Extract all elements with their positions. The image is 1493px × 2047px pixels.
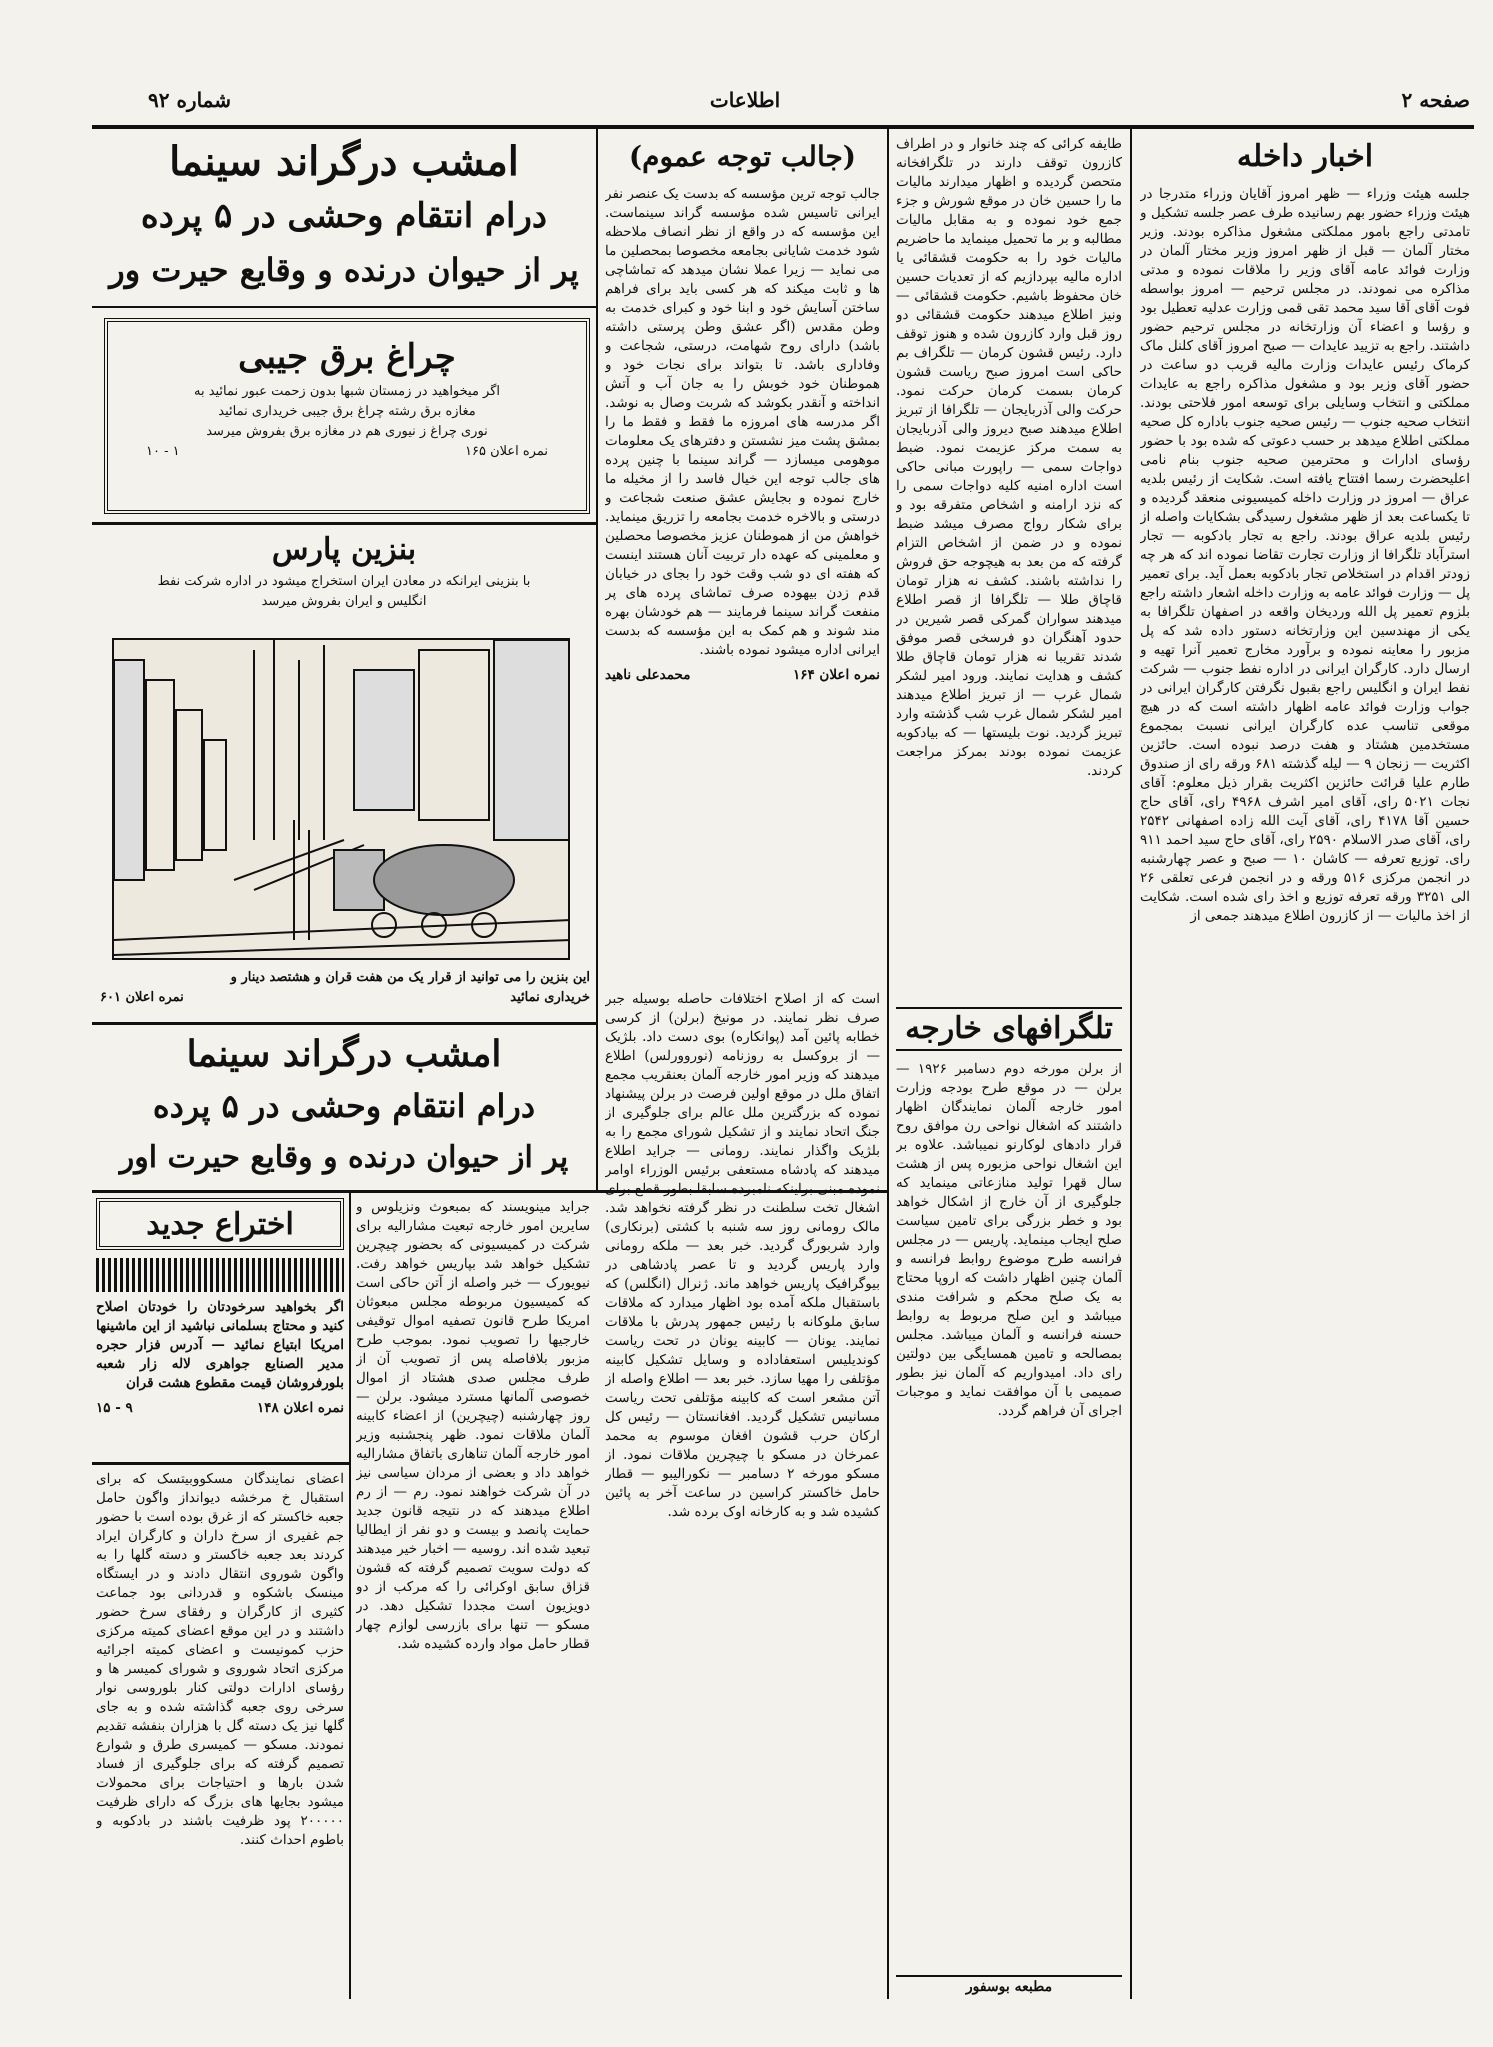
cinema-ad-top-line3: پر از حیوان درنده و وقایع حیرت ور	[109, 251, 579, 289]
header-rule	[92, 125, 1474, 129]
refinery-drawing	[114, 640, 570, 960]
pocket-lamp-ad	[104, 318, 590, 514]
cinema-ad-top	[96, 135, 592, 305]
public-interest-title: (جالب توجه عموم)	[628, 140, 857, 173]
pocket-lamp-ad-count: ۱ - ۱۰	[146, 444, 180, 459]
cinema-ad-top-line2: درام انتقام وحشی در ۵ پرده	[140, 196, 548, 236]
benzin-pars-footer	[100, 968, 590, 1008]
benzin-ad-rule	[92, 1022, 596, 1025]
domestic-news-column	[1140, 135, 1470, 1995]
pocket-lamp-ad-line3: نوری چراغ ز نیوری هم در مغازه برق بفروش میرسد	[206, 424, 488, 439]
benzin-pars-footer1: این بنزین را می توانید از قرار یک من هفت قران و هشتصد دینار و	[230, 970, 590, 985]
new-invention-ad-text: اگر بخواهید سرخودتان را خودتان اصلاح کنید و محتاج بسلمانی نباشید از این ماشینها امریکا ابتیاع نمائید — آدرس فزار حجره مدیر الصنایع جواهری لاله زار شعبه بلورفروشان قیمت مقطوع هشت قران	[96, 1299, 344, 1391]
new-invention-ad-number: نمره اعلان ۱۴۸	[256, 1400, 344, 1416]
foreign-news-continued-text: است که از اصلاح اختلافات حاصله بوسیله جبر صرف نظر نمایند. در مونیخ (برلن) از کرسی خطابه پائین آمد (پوانکاره) بوی دست داد. بلژیک — از بروکسل به روزنامه (نوروورلس) اطلاع میدهند که وزیر امور خارجه آلمان بعنقریب مجمع اتفاق ملل در موقع اولین فرصت در برلن پیشنهاد نموده که بزرگترین ملل عالم برای جلوگیری از جنگ اتحاد نمایند و از تشکیل شورای مجمع را به بلژیک واگذار نمایند. رومانی — جراید اطلاع میدهند که پادشاه مستعفی برئیس الوزراء اوامر نموده مبنی براینکه نامبرده سابقا بطور قطع برای اشغال تخت سلطنت در نظر گرفته نخواهد شد. مالک رومانی روز سه شنبه با کشتی (برنکاری) وارد شربورگ گردید. خبر بعد — ملکه رومانی وارد پاریس گردید و تا عصر پادشاهی در بیوگرافیک پاریس خواهد ماند. ژنرال (انگلس) که باستقبال ملکه آمده بود اظهار میدارد که ملاقات سابق ملوکانه با رئیس جمهور پدرش با ملاقات نمایند. یونان — کابینه یونان در تحت ریاست کوندیلیس استعفاداده و وسایل تشکیل کابینه مؤتلفی را مهیا سازد. خبر بعد — اطلاع واصله از آتن مشعر است که کابینه مؤتلفی تحت ریاست مسانیس تشکیل گردید. افغانستان — رئیس کل ارکان حرب قشون افغان موسوم به محمد عمرخان در مسکو با چیچرین ملاقات نمود. از مسکو مورخه ۲ دسامبر — نکورالیبو — قطار حامل خاکستر کراسین در ساعت آخر به پائین کشیده شد و به کارخانه اوک برده شد.	[605, 991, 880, 1520]
refinery-illustration	[112, 638, 570, 960]
cinema-ad-mid	[96, 1028, 592, 1188]
foreign-news-column-4-text: جراید مینویسند که بمبعوث ونزیلوس و سایرین امور خارجه تبعیت مشارالیه برای شرکت در کمیسیونی که بحضور چیچرین تشکیل خواهد شد بپاریس خواهد رفت. نیویورک — خبر واصله از آتن حاکی است که کمیسیون مربوطه مجلس مبعوثان امریکا طرح قانون تصفیه اموال توقیفی خارجیها را تصویب نمود. بموجب طرح مزبور بلافاصله پس از تصویب آن از طرف مجلس صدی هشتاد از اموال خصوصی آلمانها مسترد میشود. برلن — روز چهارشنبه (چیچرین) از اعضاء کابینه آلمان ملاقات نمود. ظهر پنجشنبه وزیر امور خارجه آلمان تناهاری باتفاق مشارالیه خواهد داد و بعضی از مردان سیاسی نیز در آن شرکت خواهند نمود. رم — از رم اطلاع میدهند که در نتیجه قانون جدید حمایت پانصد و بیست و دو نفر از ایطالیا تبعید شده اند. روسیه — اخبار خیر میدهند که دولت سویت تصمیم گرفته که قشون قزاق سابق اوکرائی را که مرکب از دو دویزیون است مجددا تشکیل دهد. در مسکو — تنها برای بازرسی لوازم چهار قطار حامل مواد وارده کشیده شد.	[356, 1199, 590, 1652]
col-rule-3	[596, 129, 598, 1191]
col-rule-2	[887, 129, 889, 1999]
pocket-lamp-ad-line2: مغازه برق رشته چراغ برق جیبی خریداری نمائید	[218, 404, 476, 419]
cinema-ad-mid-line3: پر از حیوان درنده و وقایع حیرت اور	[119, 1140, 569, 1175]
news-column-2	[896, 135, 1122, 995]
new-invention-ad	[96, 1298, 344, 1458]
domestic-news-title: اخبار داخله	[1236, 139, 1374, 174]
foreign-news-column-4	[356, 1198, 590, 1998]
new-invention-title-box	[96, 1198, 344, 1250]
cinema-ad-mid-line1: امشب درگراند سینما	[186, 1033, 502, 1075]
issue-number: شماره ۹۲	[148, 88, 231, 112]
benzin-pars-line2: انگلیس و ایران بفروش میرسد	[261, 594, 427, 609]
soviet-news-text: اعضای نمایندگان مسکووبیتسک که برای استقبال خ مرخشه دیوانداز واگون حامل جعبه خاکستر که از غرق بوده است با حضور جم غفیری از سرخ داران و کارگران ایراد کردند بعد جعبه خاکستر و دسته گلها را به واگون شوروی انتقال دادند و در ایستگاه مینسک باشکوه و قدردانی بود جماعت کثیری از کارگران و رفقای سرخ حضور داشتند و در این موقع اعضای کمیته مرکزی حزب کمونیست و اعضای کمیته اجرائیه مرکزی اتحاد شوروی و شورای کمیسر ها و رؤسای ادارات دولتی کنار بلوروسی نوار سرخی روی جعبه گذاشته شده و به جای گلها نیز یک دسته گل با هزاران بنفشه تقدیم نمودند. مسکو — کمیسری طرق و شوارع تصمیم گرفته که برای جلوگیری از فساد شدن بارها و احتیاجات برای محمولات میشود بجایها های بزرگ که دارای ظرفیت ۲۰۰۰۰۰ پود ظرفیت باشند در بادکوبه و باطوم احداث کنند.	[96, 1471, 344, 1848]
benzin-pars-title: بنزین پارس	[271, 532, 417, 567]
public-interest-column	[605, 135, 880, 985]
page-number: صفحه ۲	[1401, 88, 1470, 112]
col-rule-1	[1130, 129, 1132, 1999]
cinema-ad-top-line1: امشب درگراند سینما	[169, 138, 519, 185]
col-rule-4	[349, 1191, 351, 1999]
public-interest-signature: محمدعلی ناهید	[605, 667, 691, 683]
foreign-news-continued	[605, 990, 880, 1990]
new-invention-title: اختراع جدید	[146, 1207, 294, 1242]
pocket-lamp-ad-number: نمره اعلان ۱۶۵	[464, 444, 548, 459]
foreign-telegrams-body: از برلن مورخه دوم دسامبر ۱۹۲۶ — برلن — در موقع طرح بودجه وزارت امور خارجه آلمان نمایندگان اظهار داشتند که اشغال نواحی رن موافق روح قرار دادهای لوکارنو نمیباشد. علاوه بر این اشغال نواحی مزبوره پس از هشت سال قهرا تولید منازعاتی مینماید که جلوگیری از آن خارج از اشکال خواهد بود و خطر بزرگی برای تامین سیاست صلح ایجاب مینماید. پاریس — در مجلس فرانسه طرح موضوع روابط فرانسه و آلمان چنین اظهار داشت که اروپا محتاج به یک صلح محکم و شرافت مندی میباشد و این صلح مربوط به روابط حسنه فرانسه و آلمان میباشد. مجلس بمصالحه و تامین همسایگی بین دولتین رای داد. امیدواریم که آلمان نیز بطور صمیمی با آن موافقت نماید و موجبات اجرای آن فراهم گردد.	[896, 1061, 1122, 1419]
masthead: اطلاعات	[709, 88, 781, 112]
soviet-news-column	[96, 1470, 344, 1995]
foreign-telegrams-text	[896, 1060, 1122, 1950]
benzin-pars-ad-number: نمره اعلان ۶۰۱	[100, 990, 184, 1005]
lamp-ad-rule	[92, 522, 596, 525]
new-invention-illustration	[96, 1258, 344, 1292]
foreign-telegrams-title: تلگرافهای خارجه	[896, 1007, 1122, 1051]
cinema-ad-mid-line2: درام انتقام وحشی در ۵ پرده	[152, 1087, 536, 1125]
pocket-lamp-ad-line1: اگر میخواهید در زمستان شبها بدون زحمت عبور نمائید به	[193, 384, 501, 399]
pocket-lamp-ad-title: چراغ برق جیبی	[238, 337, 456, 377]
cinema-ad-top-rule	[92, 306, 596, 308]
new-invention-ad-count: ۹ - ۱۵	[96, 1400, 133, 1416]
press-imprint: مطبعه بوسفور	[896, 1975, 1122, 1995]
benzin-pars-line1: با بنزینی ایرانکه در معادن ایران استخراج میشود در اداره شرکت نفط	[157, 574, 531, 589]
benzin-pars-footer2: خریداری نمائید	[510, 990, 590, 1005]
news-column-2-text: طایفه کرائی که چند خانوار و در اطراف کازرون توقف دارند در تلگرافخانه متحصن گردیده و اظهار میدارند مالیات ما را حسین خان در موقع شورش و جزء جمع خود نموده و به مقابل مالیات مطالبه و بر ما تحمیل مینماید ما حاضریم مالیات خود را به حکومت قشقائی یا اداره مالیه بپردازیم که از تعدیات حسین خان محفوظ باشیم. حکومت قشقائی — ونیز اطلاع میدهند حکومت قشقائی دو روز قبل وارد کازرون شده و هنوز توقف دارد. رئیس قشون کرمان — تلگراف بم حاکی است امروز صبح ریاست قشون کرمان بسمت کرمان حرکت نمود. حرکت والی آذربایجان — تلگرافا از تبریز اطلاع میدهند صبح دیروز والی آذربایجان به سمت مرکز عزیمت نمود. ضبط دواجات سمی — راپورت مبانی حاکی است اداره امنیه کلیه دواجات سمی را که نزد ارامنه و اشخاص متفرقه بود و برای شکار رواج مصرف میشد ضبط نموده و در ضمن از اشخاص التزام گرفته که من بعد به هیچوجه حق فروش را نداشته باشند. کشف نه هزار تومان قاچاق طلا — تلگرافا از قصر اطلاع میدهند سواران گمرکی قصر شیرین در حدود آهنگران دو فرسخی قصر موفق شدند تقریبا نه هزار تومان قاچاق طلا کشف و هدایت نمایند. ورود امیر لشکر شمال غرب — از تبریز اطلاع میدهند امیر لشکر شمال غرب شب گذشته وارد تبریز گردید. نوت بلیستها — که بیادکوبه عزیمت نموده بودند بمرکز مراجعت کردند.	[896, 136, 1122, 779]
public-interest-ad-number: نمره اعلان ۱۶۴	[792, 667, 880, 683]
public-interest-text: جالب توجه ترین مؤسسه که بدست یک عنصر نفر ایرانی تاسیس شده مؤسسه گراند سینماست. این مؤسسه که در واقع از نظر انصاف ملاحظه شود خدمت شایانی بجامعه مخصوصا بمحصلین ما می نماید — زیرا عملا نشان میدهد که تماشاچی ها و ثابت میکند که هر کسی باید برای فراهم ساختن آسایش خود و ابنا خود و کبرای خدمت به وطن مقدس (اگر عشق وطن پرستی داشته باشد) دارای روح شهامت، درستی، شجاعت و وفاداری باشد. تا بتواند برای نجات خود و هموطنان خود خوبش را به جان آب و آتش انداخته و آنقدر بکوشد که شربت وصال به نوشد. اگر مدرسه های امروزه ما فقط و فقط ما را بمشق پشت میز نشستن و دفترهای یک معلومات موهومی میسازد — گراند سینما با چنین پرده های جالب توجه این خیال فاسد را از مخیله ما خارج نموده و بجایش عشق صنعت شجاعت و درستی و بالاخره خدمت بجامعه را تزریق مینماید. خواهش من از هموطنان عزیز مخصوصا محصلین و معلمینی که عهده دار تربیت آنان هستند اینست که هفته ای دو شب وقت خود را بجای در خیابان قدم زدن بیهوده صرف تماشای پرده های پر منفعت گراند سینما فرمایند — هم خودشان بهره مند شوند و هم کمک به این مؤسسه که بدست ایرانی اداره میشود نموده باشند.	[605, 186, 880, 658]
new-invention-rule	[92, 1462, 349, 1465]
domestic-news-text: جلسه هیئت وزراء — ظهر امروز آقایان وزراء متدرجا در هیئت وزراء حضور بهم رسانیده طرف عصر جلسه تشکیل و تامدتی راجع بامور مملکتی مشغول مذاکره بودند. وزیر مختار آلمان — قبل از ظهر امروز وزیر مختار آلمان در وزارت فوائد عامه آقای وزیر را ملاقات نموده و مدتی مذاکره می نمودند. در مجلس ترحیم — امروز بواسطه فوت آقای آقا سید محمد تقی قمی وزارت عدلیه تعطیل بود و رؤسا و اعضاء آن وزارتخانه در مجلس ترحیم حضور داشتند. راجع به تزیید عایدات — صبح امروز آقای کلنل ماک کرماک رئیس عایدات وزارت مالیه قریب دو ساعت در حضور آقای وزیر بود و مشغول مذاکره راجع به عایدات مملکتی و انتخاب وسایلی برای توسعه امور فلاحتی بودند. انتخاب صحیه جنوب — رئیس صحیه جنوب باداره کل صحیه مملکتی اطلاع میدهد بر حسب دعوتی که شده بود با حضور رؤسای ادارات و محترمین صحیه جنوب بنام نامی اعلیحضرت رسما افتتاح یافته است. شکایت از رئیس بلدیه عراق — امروز در وزارت داخله کمیسیونی منعقد گردیده و تا یکساعت بعد از ظهر مشغول رسیدگی بشکایات واصله از رئیس بلدیه عراق بودند. راجع به تجار بادکوبه — تجار استرآباد تلگرافا از وزارت تجارت تقاضا نموده اند که هر چه زودتر اقدام در استخلاص تجار بادکوبه بعمل آید. برای تعمیر پل — وزارت فوائد عامه به وزارت داخله اشعار داشته راجع بلزوم تعمیر پل الله وردیخان واقعه در اصفهان تلگرافا به یکی از مهندسین این وزارتخانه دستور داده شد که پل مزبور را معاینه نموده و برآورد مخارج تعمیر آنرا تهیه و ارسال دارد. کارگران ایرانی در اداره نفط جنوب — شرکت نفط ایران و انگلیس راجع بقبول نگرفتن کارگران ایرانی در جواب وزارت فوائد عامه اظهار داشته است که در هیچ موقعی تناسب عده کارگران ایرانی نسبت بمجموع مستخدمین هشتاد و هفت درصد نبوده است. حائزین اکثریت — زنجان ۹ — لیله گذشته ۶۸۱ ورقه رای از صندوق طارم علیا قرائت حائزین اکثریت بقرار ذیل معلوم: آقای نجات ۵۰۲۱ رای، آقای امیر اشرف ۴۹۶۸ رای، آقای حاج حسین آقا ۴۱۷۸ رای، آقای آیت الله زاده اصفهانی ۲۵۴۲ رای، آقای صدر الاسلام ۲۵۹۰ رای، آقای حاج سید احمد ۹۱۱ رای. توزیع تعرفه — کاشان ۱۰ — صبح و عصر چهارشنبه در انجمن مرکزی ۵۱۶ ورقه و در انجمن فرعی تعلقی ۲۶ الی ۳۲۵۱ ورقه تعرفه توزیع و اخذ رای شده است. شکایت از اخذ مالیات — از کازرون اطلاع میدهند جمعی از	[1140, 186, 1470, 924]
